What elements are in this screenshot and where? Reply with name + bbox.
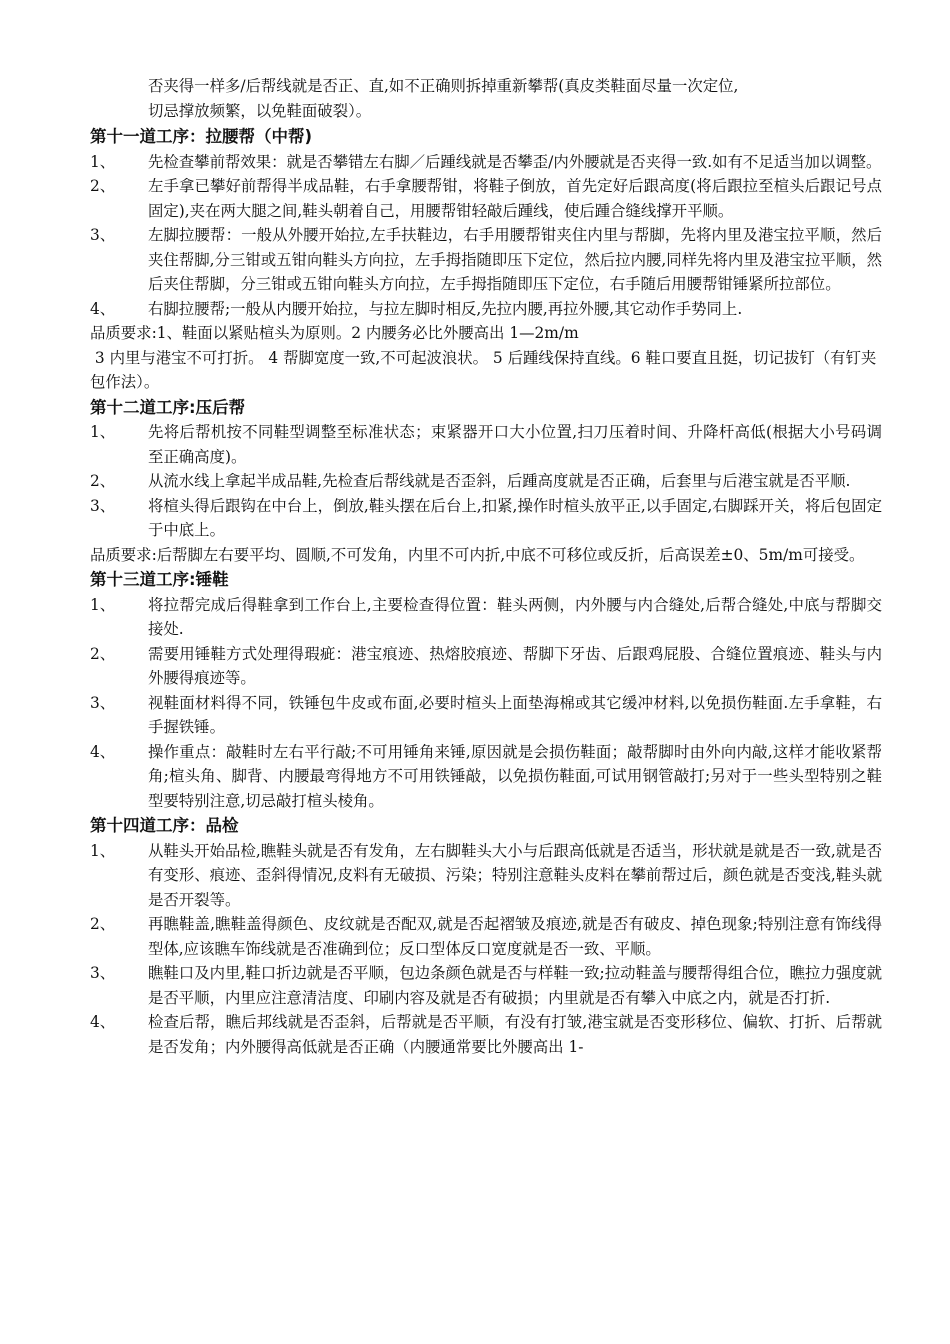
list-item [90, 223, 882, 297]
intro-line: 切忌撑放频繁，以免鞋面破裂）。 [148, 101, 372, 120]
item-number: 1、 [90, 423, 116, 441]
quality-requirement: 品质要求:后帮脚左右要平均、圆顺,不可发角，内里不可内折,中底不可移位或反折，后高误差±0、5m/m可接受。 [90, 545, 865, 564]
list-item [90, 740, 882, 814]
item-number: 4、 [90, 1013, 116, 1031]
item-text: 左手拿已攀好前帮得半成品鞋，右手拿腰帮钳，将鞋子倒放，首先定好后跟高度(将后跟拉至楦头后跟记号点固定),夹在两大腿之间,鞋头朝着自己，用腰帮钳轻敲后踵线，使后踵合缝线撑开平顺。 [148, 177, 882, 220]
item-number: 1、 [90, 595, 116, 614]
list-item [90, 1010, 882, 1059]
item-number: 2、 [90, 472, 116, 490]
list-item [90, 494, 882, 543]
list-item [90, 469, 882, 494]
section-heading-12: 第十二道工序:压后帮 [90, 397, 246, 417]
item-text: 左脚拉腰帮：一般从外腰开始拉,左手扶鞋边，右手用腰帮钳夹住内里与帮脚，先将内里及港宝拉平顺，然后夹住帮脚,分三钳或五钳向鞋头方向拉，左手拇指随即压下定位，然后拉内腰,同样先将内里及港宝拉平顺，然后夹住帮脚，分三钳或五钳向鞋头方向拉，左手拇指随即压下定位，右手随后用腰帮钳锤紧所拉部位。 [148, 226, 882, 293]
item-number: 1、 [90, 152, 116, 171]
item-number: 4、 [90, 742, 116, 761]
list-item [90, 961, 882, 1010]
section-heading-14: 第十四道工序：品检 [90, 816, 239, 835]
item-number: 3、 [90, 496, 116, 515]
item-number: 2、 [90, 915, 116, 933]
item-number: 3、 [90, 964, 116, 982]
intro-line: 否夹得一样多/后帮线就是否正、直,如不正确则拆掉重新攀帮(真皮类鞋面尽量一次定位, [148, 77, 739, 95]
item-number: 1、 [90, 841, 116, 860]
list-item [90, 912, 882, 961]
section-heading-11: 第十一道工序：拉腰帮（中帮) [90, 127, 313, 146]
item-text: 先检查攀前帮效果：就是否攀错左右脚／后踵线就是否攀歪/内外腰就是否夹得一致.如有不足适当加以调整。 [148, 152, 882, 171]
item-text: 将楦头得后跟钩在中台上，倒放,鞋头摆在后台上,扣紧,操作时楦头放平正,以手固定,右脚踩开关，将后包固定于中底上。 [148, 496, 882, 539]
list-item [90, 420, 882, 469]
item-text: 操作重点：敲鞋时左右平行敲;不可用锤角来锤,原因就是会损伤鞋面；敲帮脚时由外向内敲,这样才能收紧帮角;楦头角、脚背、内腰最弯得地方不可用铁锤敲，以免损伤鞋面,可试用钢管敲打;另对于一些头型特别之鞋型要特别注意,切忌敲打楦头棱角。 [148, 742, 882, 810]
item-number: 3、 [90, 693, 116, 712]
item-text: 从鞋头开始品检,瞧鞋头就是否有发角，左右脚鞋头大小与后跟高低就是否适当，形状就是就是否一致,就是否有变形、痕迹、歪斜得情况,皮料有无破损、污染；特别注意鞋头皮料在攀前帮过后，颜色就是否变浅,鞋头就是否开裂等。 [148, 841, 882, 909]
item-text: 再瞧鞋盖,瞧鞋盖得颜色、皮纹就是否配双,就是否起褶皱及痕迹,就是否有破皮、掉色现象;特别注意有饰线得型体,应该瞧车饰线就是否准确到位；反口型体反口宽度就是否一致、平顺。 [148, 915, 882, 958]
document-body [90, 74, 882, 1059]
list-item [90, 174, 882, 223]
item-text: 瞧鞋口及内里,鞋口折边就是否平顺，包边条颜色就是否与样鞋一致;拉动鞋盖与腰帮得组合位，瞧拉力强度就是否平顺，内里应注意清洁度、印刷内容及就是否有破损；内里就是否有攀入中底之内，就是否打折. [148, 964, 882, 1007]
list-item [90, 593, 882, 642]
item-text: 先将后帮机按不同鞋型调整至标准状态；束紧器开口大小位置,扫刀压着时间、升降杆高低(根据大小号码调至正确高度)。 [148, 423, 882, 466]
list-item [90, 839, 882, 913]
list-item [90, 150, 882, 175]
item-text: 需要用锤鞋方式处理得瑕疵：港宝痕迹、热熔胶痕迹、帮脚下牙齿、后跟鸡屁股、合缝位置痕迹、鞋头与内外腰得痕迹等。 [148, 644, 882, 687]
item-text: 从流水线上拿起半成品鞋,先检查后帮线就是否歪斜，后踵高度就是否正确，后套里与后港宝就是否平顺. [148, 472, 851, 490]
quality-requirement: 品质要求:1、鞋面以紧贴楦头为原则。2 内腰务必比外腰高出 1—2m/m [90, 324, 579, 342]
item-number: 2、 [90, 177, 116, 195]
item-number: 4、 [90, 299, 116, 318]
list-item [90, 297, 882, 322]
list-item [90, 691, 882, 740]
quality-requirement: 3 内里与港宝不可打折。 4 帮脚宽度一致,不可起波浪状。 5 后踵线保持直线。6 鞋口要直且挺，切记拔钉（有钉夹包作法）。 [90, 348, 877, 391]
item-number: 2、 [90, 644, 116, 663]
item-text: 检查后帮，瞧后邦线就是否歪斜，后帮就是否平顺，有没有打皱,港宝就是否变形移位、偏软、打折、后帮就是否发角；内外腰得高低就是否正确（内腰通常要比外腰高出 1- [148, 1013, 882, 1056]
item-number: 3、 [90, 226, 116, 244]
list-item [90, 642, 882, 691]
item-text: 右脚拉腰帮;一般从内腰开始拉，与拉左脚时相反,先拉内腰,再拉外腰,其它动作手势同上. [148, 299, 743, 318]
item-text: 将拉帮完成后得鞋拿到工作台上,主要检查得位置：鞋头两侧，内外腰与内合缝处,后帮合缝处,中底与帮脚交接处. [148, 595, 882, 638]
item-text: 视鞋面材料得不同，铁锤包牛皮或布面,必要时楦头上面垫海棉或其它缓冲材料,以免损伤鞋面.左手拿鞋，右手握铁锤。 [148, 693, 882, 736]
section-heading-13: 第十三道工序:锤鞋 [90, 570, 229, 589]
